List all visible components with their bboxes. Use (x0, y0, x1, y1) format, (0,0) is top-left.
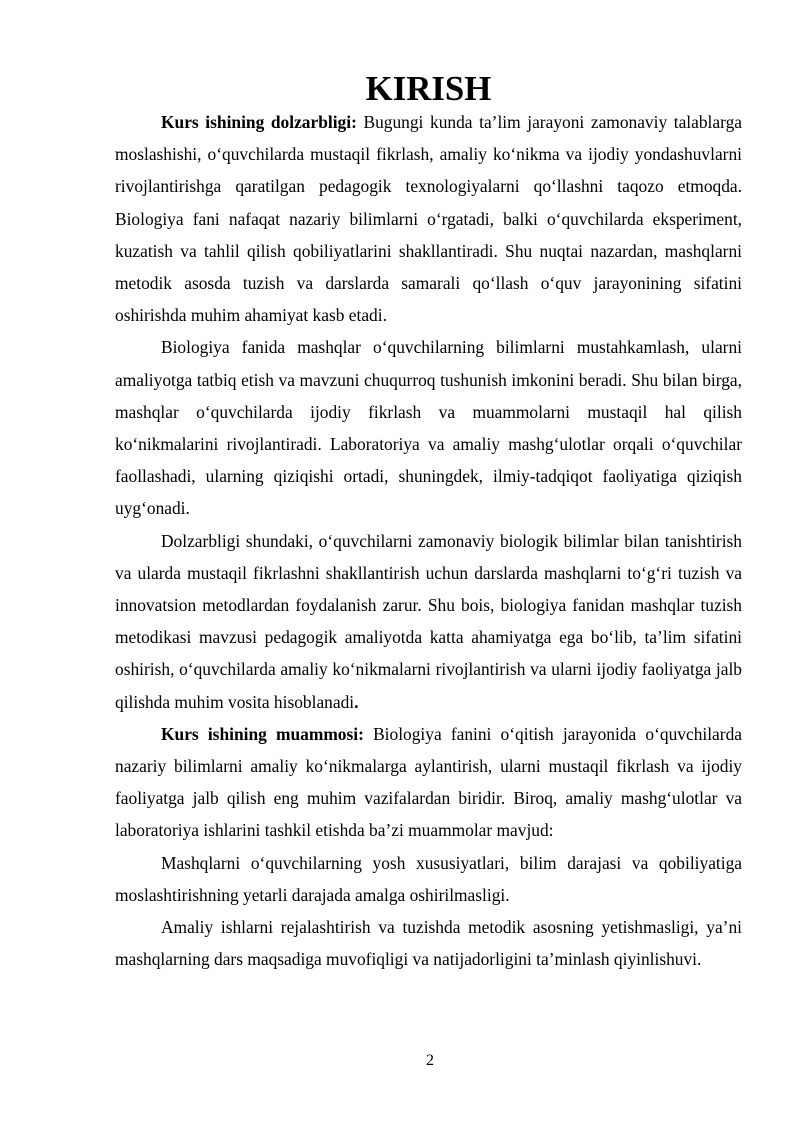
paragraph-importance (115, 525, 742, 718)
paragraph-text: Biologiya fanida mashqlar o‘quvchilarning bilimlarni mustahkamlash, ularni amaliyotga tatbiq etish va mavzuni chuqurroq tushunish imkonini beradi. Shu bilan birga, mashqlar o‘quvchilarda ijodiy fikrlash va muammolarni mustaqil hal qilish ko‘nikmalarini rivojlantiradi. Laboratoriya va amaliy mashg‘ulotlar orqali o‘quvchilar faollashadi, ularning qiziqishi ortadi, shuningdek, ilmiy-tadqiqot faoliyatiga qiziqish uyg‘onadi. (115, 337, 742, 519)
paragraph-problem-item-2 (115, 911, 742, 975)
paragraph-text: Bugungi kunda ta’lim jarayoni zamonaviy talablarga moslashishi, o‘quvchilarda mustaqil fikrlash, amaliy ko‘nikma va ijodiy yondashuvlarni rivojlantirishga qaratilgan pedagogik texnologiyalarni qo‘llashni taqozo etmoqda. Biologiya fani nafaqat nazariy bilimlarni o‘rgatadi, balki o‘quvchilarda eksperiment, kuzatish va tahlil qilish qobiliyatlarini shakllantiradi. Shu nuqtai nazardan, mashqlarni metodik asosda tuzish va darslarda samarali qo‘llash o‘quv jarayonining sifatini oshirishda muhim ahamiyat kasb etadi. (115, 112, 742, 326)
paragraph-exercises (115, 331, 742, 524)
document-page (115, 71, 742, 975)
paragraph-text: Biologiya fanini o‘qitish jarayonida o‘quvchilarda nazariy bilimlarni amaliy ko‘nikmalarga aylantirish, ularni mustaqil fikrlash va ijodiy faoliyatga jalb qilish eng muhim vazifalardan biridir. Biroq, amaliy mashg‘ulotlar va laboratoriya ishlarini tashkil etishda ba’zi muammolar mavjud: (115, 723, 742, 841)
paragraph-text: Dolzarbligi shundaki, o‘quvchilarni zamonaviy biologik bilimlar bilan tanishtirish va ularda mustaqil fikrlashni shakllantirish uchun darslarda mashqlarni to‘g‘ri tuzish va innovatsion metodlardan foydalanish zarur. Shu bois, biologiya fanidan mashqlar tuzish metodikasi mavzusi pedagogik amaliyotda katta ahamiyatga ega bo‘lib, ta’lim sifatini oshirish, o‘quvchilarda amaliy ko‘nikmalarni rivojlantirish va ularni ijodiy faoliyatga jalb qilishda muhim vosita hisoblanadi (115, 530, 742, 712)
paragraph-lead: Kurs ishining dolzarbligi: (161, 112, 357, 132)
paragraph-lead: Kurs ishining muammosi: (161, 723, 364, 744)
page-number: 2 (426, 1052, 434, 1069)
paragraph-period: . (354, 691, 359, 712)
paragraph-problem (115, 718, 742, 847)
paragraph-relevance (115, 106, 742, 331)
paragraph-text: Amaliy ishlarni rejalashtirish va tuzishda metodik asosning yetishmasligi, ya’ni mashqlarning dars maqsadiga muvofiqligi va natijadorligini ta’minlash qiyinlishuvi. (115, 917, 742, 970)
paragraph-text: Mashqlarni o‘quvchilarning yosh xususiyatlari, bilim darajasi va qobiliyatiga moslashtirishning yetarli darajada amalga oshirilmasligi. (115, 852, 742, 905)
section-title: KIRISH (365, 69, 492, 108)
paragraph-problem-item-1 (115, 847, 742, 911)
